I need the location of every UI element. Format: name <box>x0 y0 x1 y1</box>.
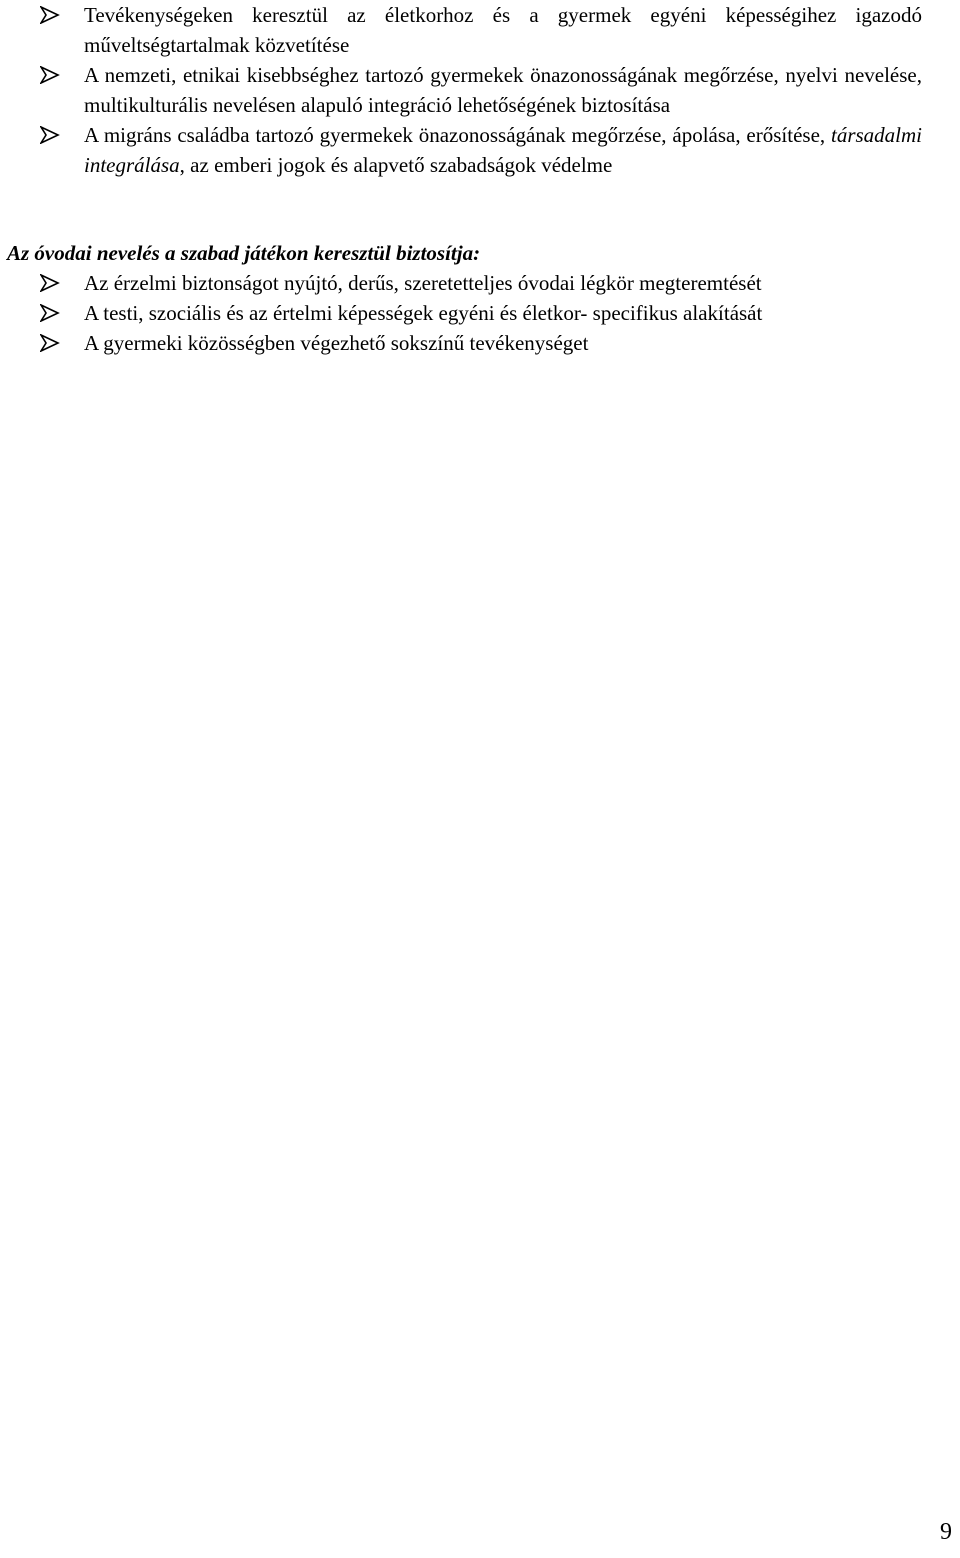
list-item-text: A gyermeki közösségben végezhető sokszínű tevékenységet <box>84 331 589 355</box>
list-item <box>0 120 960 180</box>
arrowhead-bullet-icon <box>40 66 60 84</box>
list-item <box>0 60 960 120</box>
list-item-text: A nemzeti, etnikai kisebbséghez tartozó gyermekek önazonosságának megőrzése, nyelvi nevelése, multikulturális nevelésen alapuló integráció lehetőségének biztosítása <box>84 63 922 117</box>
list-item-text-after: , az emberi jogok és alapvető szabadságok védelme <box>179 153 613 177</box>
section-bullet-list <box>0 268 960 358</box>
list-item <box>0 328 960 358</box>
arrowhead-bullet-icon <box>40 6 60 24</box>
list-item-text-italic: társadalmi integrálása <box>84 123 922 177</box>
arrowhead-bullet-icon <box>40 334 60 352</box>
arrowhead-bullet-icon <box>40 274 60 292</box>
list-item-text: Az érzelmi biztonságot nyújtó, derűs, szeretetteljes óvodai légkör megteremtését <box>84 271 762 295</box>
list-item-text: Tevékenységeken keresztül az életkorhoz és a gyermek egyéni képességihez igazodó műveltségtartalmak közvetítése <box>84 3 922 57</box>
list-item <box>0 0 960 60</box>
list-item <box>0 298 960 328</box>
arrowhead-bullet-icon <box>40 304 60 322</box>
section-heading: Az óvodai nevelés a szabad játékon keresztül biztosítja: <box>7 241 481 265</box>
list-item-text-before: A migráns családba tartozó gyermekek önazonosságának megőrzése, ápolása, erősítése, <box>84 123 831 147</box>
list-item <box>0 268 960 298</box>
page-number: 9 <box>940 1519 952 1545</box>
intro-bullet-list <box>0 0 960 180</box>
list-item-text: A testi, szociális és az értelmi képességek egyéni és életkor- specifikus alakítását <box>84 301 763 325</box>
arrowhead-bullet-icon <box>40 126 60 144</box>
